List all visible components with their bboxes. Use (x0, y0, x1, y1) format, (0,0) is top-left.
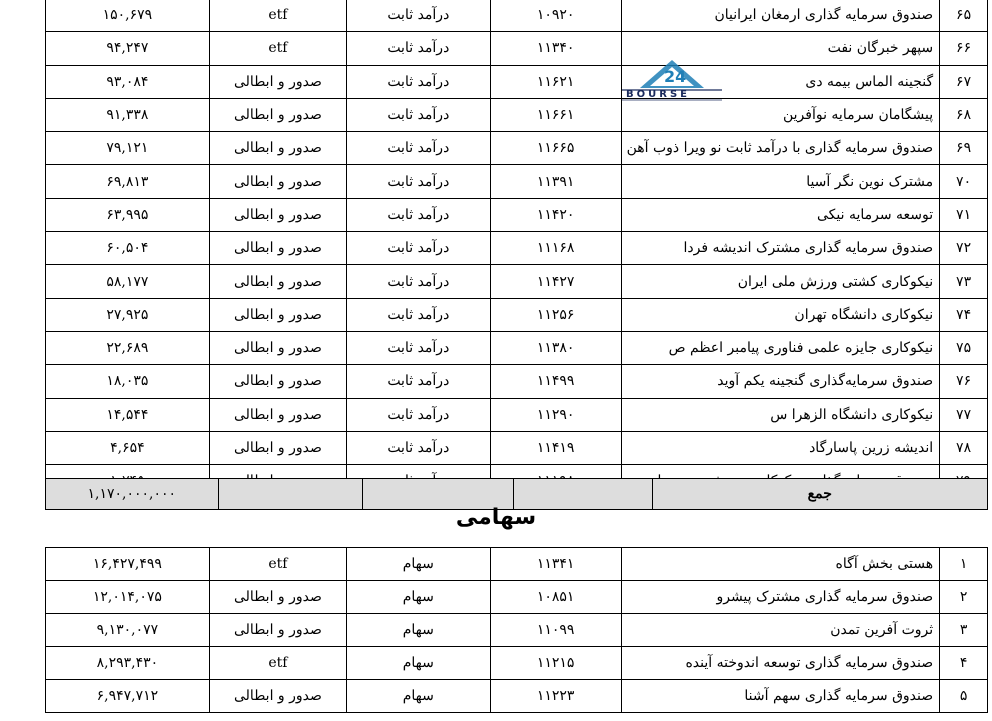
table-row (46, 98, 988, 131)
code-cell: ۱۱۴۲۰ (490, 198, 621, 231)
amount-cell: ۹۴,۲۴۷ (46, 32, 210, 65)
category-cell: سهام (347, 647, 490, 680)
section-title: سهامی (455, 505, 537, 530)
code-cell: ۱۱۶۶۵ (490, 132, 621, 165)
row-number-cell: ۵ (940, 680, 988, 713)
amount-cell: ۱۴,۵۴۴ (46, 398, 210, 431)
row-number-cell: ۷۸ (940, 431, 988, 464)
fund-type-cell: etf (209, 32, 346, 65)
amount-cell: ۱۸,۰۳۵ (46, 365, 210, 398)
fund-type-cell: صدور و ابطالی (209, 614, 346, 647)
fund-type-cell: صدور و ابطالی (209, 398, 346, 431)
code-cell: ۱۱۴۹۹ (490, 365, 621, 398)
fund-name-cell: صندوق سرمایه گذاری مشترک پیشرو (621, 581, 939, 614)
table-row (46, 298, 988, 331)
fund-type-cell: صدور و ابطالی (209, 65, 346, 98)
total-label: جمع (652, 479, 987, 510)
category-cell: درآمد ثابت (347, 431, 490, 464)
fund-name-cell: اندیشه زرین پاسارگاد (621, 431, 939, 464)
fund-type-cell: صدور و ابطالی (209, 132, 346, 165)
fund-type-cell: صدور و ابطالی (209, 98, 346, 131)
fund-type-cell: صدور و ابطالی (209, 581, 346, 614)
fund-type-cell: صدور و ابطالی (209, 331, 346, 364)
code-cell: ۱۱۴۱۹ (490, 431, 621, 464)
fund-type-cell: صدور و ابطالی (209, 365, 346, 398)
category-cell: درآمد ثابت (347, 398, 490, 431)
total-amount: ۱,۱۷۰,۰۰۰,۰۰۰ (46, 479, 219, 510)
amount-cell: ۱۶,۴۲۷,۴۹۹ (46, 548, 210, 581)
code-cell: ۱۰۹۲۰ (490, 0, 621, 32)
row-number-cell: ۷۳ (940, 265, 988, 298)
fund-type-cell: صدور و ابطالی (209, 680, 346, 713)
row-number-cell: ۶۸ (940, 98, 988, 131)
fund-name-cell: هستی بخش آگاه (621, 548, 939, 581)
code-cell: ۱۱۲۱۵ (490, 647, 621, 680)
fund-name-cell: توسعه سرمایه نیکی (621, 198, 939, 231)
table-row (46, 32, 988, 65)
fund-name-cell: صندوق سرمایه‌گذاری گنجینه یکم آوید (621, 365, 939, 398)
row-number-cell: ۷۱ (940, 198, 988, 231)
amount-cell: ۵۸,۱۷۷ (46, 265, 210, 298)
row-number-cell: ۳ (940, 614, 988, 647)
category-cell: درآمد ثابت (347, 298, 490, 331)
amount-cell: ۹,۱۳۰,۰۷۷ (46, 614, 210, 647)
fund-type-cell: صدور و ابطالی (209, 165, 346, 198)
table-row (46, 0, 988, 32)
table-row (46, 232, 988, 265)
row-number-cell: ۷۲ (940, 232, 988, 265)
amount-cell: ۱۲,۰۱۴,۰۷۵ (46, 581, 210, 614)
code-cell: ۱۱۶۶۱ (490, 98, 621, 131)
category-cell: درآمد ثابت (347, 331, 490, 364)
category-cell: درآمد ثابت (347, 65, 490, 98)
fund-name-cell: مشترک نوین نگر آسیا (621, 165, 939, 198)
row-number-cell: ۶۹ (940, 132, 988, 165)
fund-type-cell: صدور و ابطالی (209, 265, 346, 298)
row-number-cell: ۲ (940, 581, 988, 614)
table-row (46, 132, 988, 165)
row-number-cell: ۱ (940, 548, 988, 581)
code-cell: ۱۱۳۹۱ (490, 165, 621, 198)
fund-name-cell: نیکوکاری دانشگاه الزهرا س (621, 398, 939, 431)
bourse-logo-icon (614, 58, 730, 102)
table-row (46, 581, 988, 614)
fund-type-cell: etf (209, 548, 346, 581)
category-cell: درآمد ثابت (347, 165, 490, 198)
fund-name-cell: صندوق سرمایه گذاری سهم آشنا (621, 680, 939, 713)
table-row (46, 331, 988, 364)
code-cell: ۱۱۰۹۹ (490, 614, 621, 647)
fund-name-cell: نیکوکاری کشتی ورزش ملی ایران (621, 265, 939, 298)
category-cell: سهام (347, 614, 490, 647)
category-cell: درآمد ثابت (347, 365, 490, 398)
table-row (46, 431, 988, 464)
amount-cell: ۹۳,۰۸۴ (46, 65, 210, 98)
amount-cell: ۸,۲۹۳,۴۳۰ (46, 647, 210, 680)
row-number-cell: ۷۴ (940, 298, 988, 331)
code-cell: ۱۱۳۴۱ (490, 548, 621, 581)
category-cell: درآمد ثابت (347, 98, 490, 131)
funds-table-equity (45, 547, 988, 713)
fund-type-cell: صدور و ابطالی (209, 232, 346, 265)
code-cell: ۱۱۶۲۱ (490, 65, 621, 98)
row-number-cell: ۶۵ (940, 0, 988, 32)
category-cell: سهام (347, 548, 490, 581)
fund-type-cell: صدور و ابطالی (209, 198, 346, 231)
row-number-cell: ۶۷ (940, 65, 988, 98)
table-row (46, 680, 988, 713)
amount-cell: ۲۲,۶۸۹ (46, 331, 210, 364)
fund-name-cell: نیکوکاری جایزه علمی فناوری پیامبر اعظم ص (621, 331, 939, 364)
amount-cell: ۶۳,۹۹۵ (46, 198, 210, 231)
amount-cell: ۶۹,۸۱۳ (46, 165, 210, 198)
code-cell: ۱۱۳۸۰ (490, 331, 621, 364)
code-cell: ۱۱۲۹۰ (490, 398, 621, 431)
amount-cell: ۱۵۰,۶۷۹ (46, 0, 210, 32)
code-cell: ۱۰۸۵۱ (490, 581, 621, 614)
fund-name-cell: صندوق سرمایه گذاری با درآمد ثابت نو ویرا ذوب آهن (621, 132, 939, 165)
table-row (46, 265, 988, 298)
code-cell: ۱۱۳۴۰ (490, 32, 621, 65)
fund-type-cell: صدور و ابطالی (209, 431, 346, 464)
svg-text:24: 24 (664, 67, 687, 86)
code-cell: ۱۱۴۲۷ (490, 265, 621, 298)
fund-type-cell: صدور و ابطالی (209, 298, 346, 331)
amount-cell: ۲۷,۹۲۵ (46, 298, 210, 331)
table-row (46, 548, 988, 581)
row-number-cell: ۷۷ (940, 398, 988, 431)
table-row (46, 365, 988, 398)
amount-cell: ۶۰,۵۰۴ (46, 232, 210, 265)
table-row (46, 65, 988, 98)
category-cell: درآمد ثابت (347, 32, 490, 65)
table-row (46, 165, 988, 198)
logo-text: BOURSE (626, 89, 690, 100)
category-cell: درآمد ثابت (347, 198, 490, 231)
category-cell: درآمد ثابت (347, 265, 490, 298)
table-row (46, 198, 988, 231)
category-cell: سهام (347, 581, 490, 614)
category-cell: درآمد ثابت (347, 0, 490, 32)
fund-type-cell: etf (209, 647, 346, 680)
funds-table-fixed-income (45, 0, 988, 498)
fund-name-cell: نیکوکاری دانشگاه تهران (621, 298, 939, 331)
row-number-cell: ۷۶ (940, 365, 988, 398)
row-number-cell: ۷۰ (940, 165, 988, 198)
fund-name-cell: صندوق سرمایه گذاری توسعه اندوخته آینده (621, 647, 939, 680)
category-cell: سهام (347, 680, 490, 713)
amount-cell: ۹۱,۳۳۸ (46, 98, 210, 131)
amount-cell: ۶,۹۴۷,۷۱۲ (46, 680, 210, 713)
table-row (46, 614, 988, 647)
fund-name-cell: گنجینه الماس بیمه دی (621, 65, 939, 98)
row-number-cell: ۴ (940, 647, 988, 680)
fund-name-cell: ثروت آفرین تمدن (621, 614, 939, 647)
fund-type-cell: etf (209, 0, 346, 32)
category-cell: درآمد ثابت (347, 132, 490, 165)
fund-name-cell: سپهر خبرگان نفت (621, 32, 939, 65)
table-row (46, 398, 988, 431)
code-cell: ۱۱۱۶۸ (490, 232, 621, 265)
row-number-cell: ۶۶ (940, 32, 988, 65)
table-row (46, 647, 988, 680)
amount-cell: ۴,۶۵۴ (46, 431, 210, 464)
fund-name-cell: صندوق سرمایه گذاری ارمغان ایرانیان (621, 0, 939, 32)
code-cell: ۱۱۲۵۶ (490, 298, 621, 331)
code-cell: ۱۱۲۲۳ (490, 680, 621, 713)
fund-name-cell: صندوق سرمایه گذاری مشترک اندیشه فردا (621, 232, 939, 265)
row-number-cell: ۷۵ (940, 331, 988, 364)
category-cell: درآمد ثابت (347, 232, 490, 265)
fund-name-cell: پیشگامان سرمایه نوآفرین (621, 98, 939, 131)
amount-cell: ۷۹,۱۲۱ (46, 132, 210, 165)
